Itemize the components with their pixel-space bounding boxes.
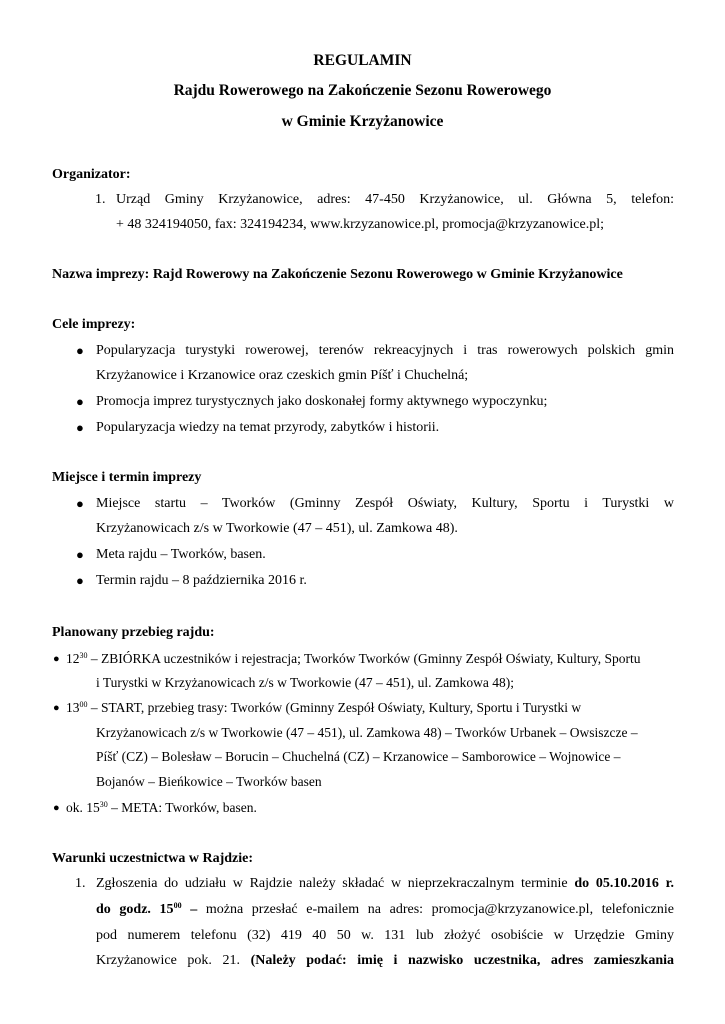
organizer-number: 1. <box>95 192 106 207</box>
bullet-icon: ● <box>76 420 84 435</box>
bullet-icon: ● <box>53 802 60 814</box>
bullet-icon: ● <box>76 394 84 409</box>
condition-1-line-1: Zgłoszenia do udziału w Rajdzie należy składać w nieprzekraczalnym terminie do 05.10.2016 r. <box>96 876 674 891</box>
goal-1-line-2: Krzyżanowice i Krzanowice oraz czeskich gmin Píšť i Chuchelná; <box>96 368 469 383</box>
condition-1-line-2: do godz. $15^{00}$ – można przesłać e-mailem na adres: promocja@krzyzanowice.pl, telefonicznie <box>96 901 674 917</box>
event-name: Nazwa imprezy: Rajd Rowerowy na Zakończenie Sezonu Rowerowego w Gminie Krzyżanowice <box>52 267 623 282</box>
bullet-icon: ● <box>53 702 60 714</box>
place-2: Meta rajdu – Tworków, basen. <box>96 547 266 562</box>
document-subtitle: Rajdu Rowerowego na Zakończenie Sezonu Rowerowego <box>173 82 552 99</box>
goal-3: Popularyzacja wiedzy na temat przyrody, zabytków i historii. <box>96 420 440 435</box>
organizer-line-2: + 48 324194050, fax: 324194234, www.krzyzanowice.pl, promocja@krzyzanowice.pl; <box>116 217 604 232</box>
bullet-icon: ● <box>76 496 84 511</box>
conditions-number: 1. <box>75 876 86 891</box>
organizer-line-1: Urząd Gminy Krzyżanowice, adres: 47-450 Krzyżanowice, ul. Główna 5, telefon: <box>116 192 674 207</box>
bullet-icon: ● <box>76 573 84 588</box>
place-1-line-1: Miejsce startu – Tworków (Gminny Zespół Oświaty, Kultury, Sportu i Turystki w <box>96 496 674 511</box>
bullet-icon: ● <box>53 653 60 665</box>
goals-heading: Cele imprezy: <box>52 317 136 332</box>
goal-2: Promocja imprez turystycznych jako doskonałej formy aktywnego wypoczynku; <box>96 394 548 409</box>
bullet-icon: ● <box>76 343 84 358</box>
place-3: Termin rajdu – 8 października 2016 r. <box>96 573 307 588</box>
conditions-heading: Warunki uczestnictwa w Rajdzie: <box>52 851 254 866</box>
organizer-heading: Organizator: <box>52 167 131 182</box>
route-item-2-line-3: Píšť (CZ) – Bolesław – Borucin – Chuchelná (CZ) – Krzanowice – Samborowice – Wojnowice – <box>96 749 621 764</box>
condition-1-line-3: pod numerem telefonu (32) 419 40 50 w. 131 lub złożyć osobiście w Urzędzie Gminy <box>96 928 674 943</box>
condition-1-line-4: Krzyżanowice pok. 21. (Należy podać: imię i nazwisko uczestnika, adres zamieszkania <box>96 953 674 968</box>
route-item-2-line-2: Krzyżanowicach z/s w Tworkowie (47 – 451), ul. Zamkowa 48) – Tworków Urbanek – Owsiszcze – <box>96 725 638 740</box>
route-item-3: ok. $15^{30}$ – META: Tworków, basen. <box>66 800 257 815</box>
document-title: REGULAMIN <box>313 52 412 69</box>
route-item-1-line-2: i Turystki w Krzyżanowicach z/s w Tworkowie (47 – 451), ul. Zamkowa 48); <box>96 675 514 690</box>
route-item-1-line-1: $12^{30}$ – ZBIÓRKA uczestników i rejestracja; Tworków Tworków (Gminny Zespół Oświaty, Kultury, Sportu <box>66 651 641 666</box>
place-1-line-2: Krzyżanowicach z/s w Tworkowie (47 – 451), ul. Zamkowa 48). <box>96 521 458 536</box>
route-item-2-line-1: $13^{00}$ – START, przebieg trasy: Tworków (Gminny Zespół Oświaty, Kultury, Sportu i Turystki w <box>66 700 582 715</box>
goal-1-line-1: Popularyzacja turystyki rowerowej, terenów rekreacyjnych i tras rowerowych polskich gmin <box>96 343 674 358</box>
route-heading: Planowany przebieg rajdu: <box>52 625 215 640</box>
document-subtitle-location: w Gminie Krzyżanowice <box>281 113 444 130</box>
place-heading: Miejsce i termin imprezy <box>52 470 202 485</box>
route-item-2-line-4: Bojanów – Bieńkowice – Tworków basen <box>96 774 322 789</box>
bullet-icon: ● <box>76 547 84 562</box>
